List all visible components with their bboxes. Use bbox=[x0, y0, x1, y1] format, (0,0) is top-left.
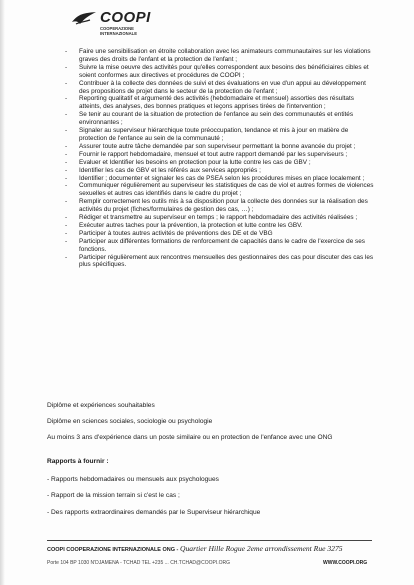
scan-edge-shadow bbox=[0, 0, 5, 585]
bird-logo-icon bbox=[70, 10, 98, 26]
list-item: - Fournir le rapport hebdomadaire, mensuel et tout autre rapport demandé par les superviseurs ; bbox=[65, 150, 348, 158]
coopi-logo bbox=[70, 9, 170, 39]
list-item: - Participer à toutes autres activités de préventions des DE et de VBG bbox=[65, 229, 273, 237]
qualifications-heading: Diplôme et expériences souhaitables bbox=[47, 402, 155, 409]
footer-handwritten-address: Quartier Hille Rogue 2eme arrondissement Rue 3275 bbox=[180, 544, 343, 553]
list-item: - Rédiger et transmettre au superviseur en temps ; le rapport hebdomadaire des activités réalisées ; bbox=[65, 214, 358, 222]
logo-name: COOPI bbox=[100, 9, 151, 26]
list-item: - Reporting qualitatif et argumenté des activités (hebdomadaire et mensuel) assorties des résultats atteints, des analyses, des bonnes pratiques et leçons apprises tirées de l'intervention ; bbox=[65, 95, 354, 111]
list-item: - Signaler au superviseur hiérarchique toute préoccupation, tendance et mis à jour en matière de protection de l'enfance au sein de la communauté ; bbox=[65, 127, 349, 142]
list-item: - Identifier les cas de GBV et les référés aux services appropriés ; bbox=[65, 166, 261, 174]
list-item: - Suivre la mise oeuvre des activités pour qu'elles correspondent aux besoins des bénéficiaires cibles et soient conformes aux directives et procédures de COOPI ; bbox=[65, 63, 369, 79]
footer-address bbox=[47, 545, 377, 554]
footer-website: WWW.COOPI.ORG bbox=[323, 560, 368, 566]
list-item: - Evaluer et Identifier les besoins en protection pour la lutte contre les cas de GBV ; bbox=[65, 158, 311, 166]
reports-heading: Rapports à fournir : bbox=[47, 458, 109, 465]
list-item: - Assurer toute autre tâche demandée par son superviseur permettant la bonne avancée du projet ; bbox=[65, 142, 356, 150]
responsibilities-list bbox=[65, 48, 377, 269]
list-item: - Participer aux différentes formations de renforcement de capacités dans le cadre de l'exercice de ses fonctions. bbox=[65, 237, 365, 253]
list-item: - Faire une sensibilisation en étroite collaboration avec les animateurs communautaires sur les violations graves des droits de l'enfant et la protection de l'enfant ; bbox=[65, 48, 371, 63]
footer-contact: Porte 104 BP 1030 N'DJAMENA - TCHAD TEL +235 ... CH.TCHAD@COOPI.ORG bbox=[47, 560, 230, 566]
report-item: - Des rapports extraordinaires demandés par le Superviseur hiérarchique bbox=[47, 509, 261, 516]
list-item: - Participer régulièrement aux rencontres mensuelles des gestionnaires des cas pour discuter des cas les plus spécifiques. bbox=[65, 253, 374, 269]
list-item: - Contribuer à la collecte des données de suivi et des évaluations en vue d'un appui au développement des propositions de projet dans le secteur de la protection de l'enfant ; bbox=[65, 79, 366, 95]
footer-org: COOPI COOPERAZIONE INTERNAZIONALE ONG - bbox=[47, 547, 179, 553]
list-item: - Communiquer régulièrement au superviseur les statistiques de cas de viol et autres formes de violences sexuelles et autres cas identifiés dans le cadre du projet ; bbox=[65, 182, 374, 198]
list-item: - Identifier ; documenter et signaler les cas de PSEA selon les procédures mises en place localement ; bbox=[65, 174, 365, 182]
experience-text: Au moins 3 ans d'expérience dans un poste similaire ou en protection de l'enfance avec une ONG bbox=[47, 434, 333, 441]
diploma-text: Diplôme en sciences sociales, sociologie ou psychologie bbox=[47, 418, 213, 425]
report-item: - Rapport de la mission terrain si c'est le cas ; bbox=[47, 492, 180, 499]
list-item: - Exécuter autres taches pour la prévention, la protection et lutte contre les GBV. bbox=[65, 221, 303, 229]
report-item: - Rapports hebdomadaires ou mensuels aux psychologues bbox=[47, 476, 219, 483]
list-item: - Se tenir au courant de la situation de protection de l'enfance au sein des communautés et entités environnantes ; bbox=[65, 111, 354, 127]
footer-divider bbox=[47, 540, 372, 541]
logo-subtitle: COOPERAZIONE INTERNAZIONALE bbox=[100, 26, 137, 36]
list-item: - Remplir correctement les outils mis à sa disposition pour la collecte des données sur la réalisation des activités du projet (fiches/formulaires de gestion des cas, …) ; bbox=[65, 198, 368, 214]
